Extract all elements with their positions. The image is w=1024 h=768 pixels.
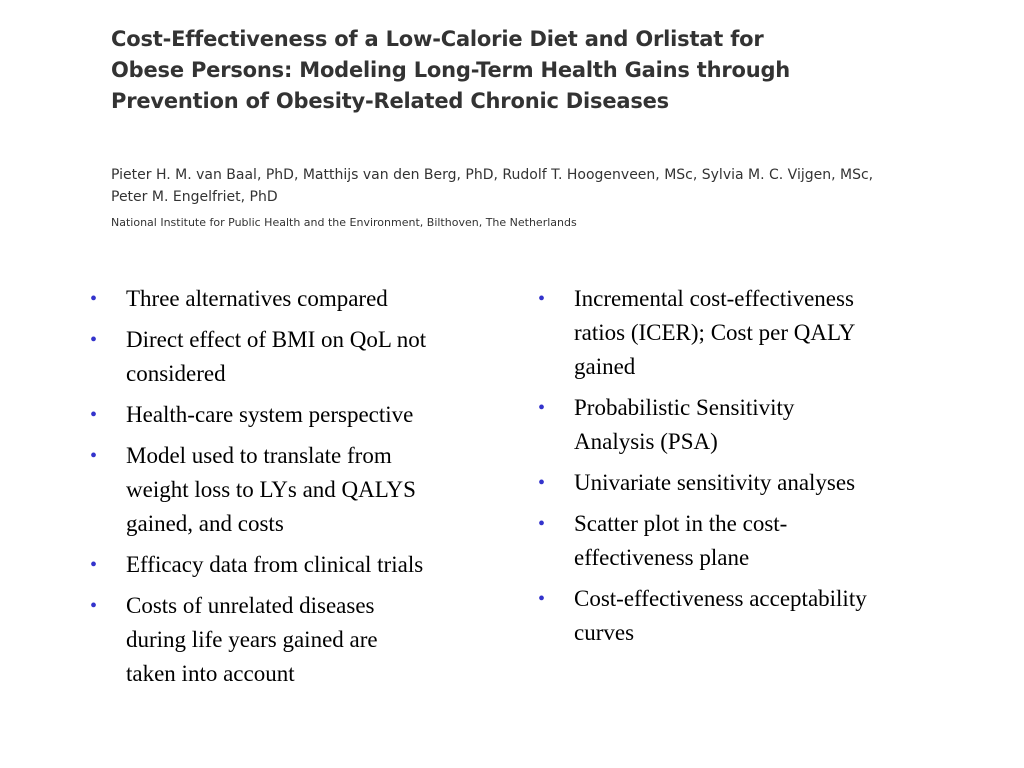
- bullet-text-line: gained, and costs: [126, 511, 284, 536]
- bullet-text-line: Cost-effectiveness acceptability: [574, 586, 867, 611]
- author-line: Peter M. Engelfriet, PhD: [111, 189, 278, 205]
- bullet-icon: •: [538, 288, 546, 310]
- author-line: Pieter H. M. van Baal, PhD, Matthijs van den Berg, PhD, Rudolf T. Hoogenveen, MSc, Sylvia M. C. Vijgen, MSc,: [111, 167, 874, 183]
- bullet-text-line: taken into account: [126, 661, 295, 686]
- title-line: Prevention of Obesity-Related Chronic Diseases: [111, 89, 669, 113]
- bullet-item: [532, 507, 952, 575]
- bullet-item: [84, 589, 514, 691]
- bullet-text-line: Three alternatives compared: [126, 286, 388, 311]
- bullet-icon: •: [538, 397, 546, 419]
- bullet-text-line: Efficacy data from clinical trials: [126, 552, 424, 577]
- bullet-text-line: weight loss to LYs and QALYS: [126, 477, 416, 502]
- affiliation: National Institute for Public Health and the Environment, Bilthoven, The Netherlands: [111, 216, 577, 229]
- paper-header: [111, 24, 971, 230]
- bullet-icon: •: [90, 329, 98, 351]
- author-list: [111, 164, 971, 208]
- title-line: Obese Persons: Modeling Long-Term Health Gains through: [111, 58, 791, 82]
- left-bullet-list: [84, 282, 514, 698]
- bullet-text-line: Probabilistic Sensitivity: [574, 395, 795, 420]
- bullet-icon: •: [90, 404, 98, 426]
- bullet-text-line: ratios (ICER); Cost per QALY: [574, 320, 856, 345]
- right-bullet-list: [532, 282, 952, 657]
- bullet-item: [84, 398, 514, 432]
- paper-title: [111, 24, 971, 117]
- bullet-text-line: Costs of unrelated diseases: [126, 593, 375, 618]
- bullet-icon: •: [90, 445, 98, 467]
- bullet-icon: •: [538, 588, 546, 610]
- bullet-text-line: Direct effect of BMI on QoL not: [126, 327, 427, 352]
- bullet-text-line: Analysis (PSA): [574, 429, 718, 454]
- bullet-text-line: Univariate sensitivity analyses: [574, 470, 856, 495]
- bullet-item: [532, 466, 952, 500]
- bullet-text-line: gained: [574, 354, 636, 379]
- bullet-icon: •: [90, 595, 98, 617]
- bullet-text-line: effectiveness plane: [574, 545, 750, 570]
- bullet-text-line: Scatter plot in the cost-: [574, 511, 788, 536]
- bullet-item: [84, 439, 514, 541]
- bullet-text-line: during life years gained are: [126, 627, 378, 652]
- bullet-icon: •: [90, 554, 98, 576]
- title-line: Cost-Effectiveness of a Low-Calorie Diet and Orlistat for: [111, 27, 764, 51]
- bullet-text-line: Health-care system perspective: [126, 402, 414, 427]
- bullet-item: [84, 323, 514, 391]
- bullet-icon: •: [90, 288, 98, 310]
- bullet-text-line: curves: [574, 620, 635, 645]
- bullet-item: [532, 282, 952, 384]
- bullet-item: [84, 282, 514, 316]
- bullet-icon: •: [538, 513, 546, 535]
- bullet-text-line: Incremental cost-effectiveness: [574, 286, 854, 311]
- bullet-item: [532, 391, 952, 459]
- bullet-icon: •: [538, 472, 546, 494]
- bullet-item: [532, 582, 952, 650]
- bullet-text-line: Model used to translate from: [126, 443, 392, 468]
- bullet-text-line: considered: [126, 361, 226, 386]
- bullet-item: [84, 548, 514, 582]
